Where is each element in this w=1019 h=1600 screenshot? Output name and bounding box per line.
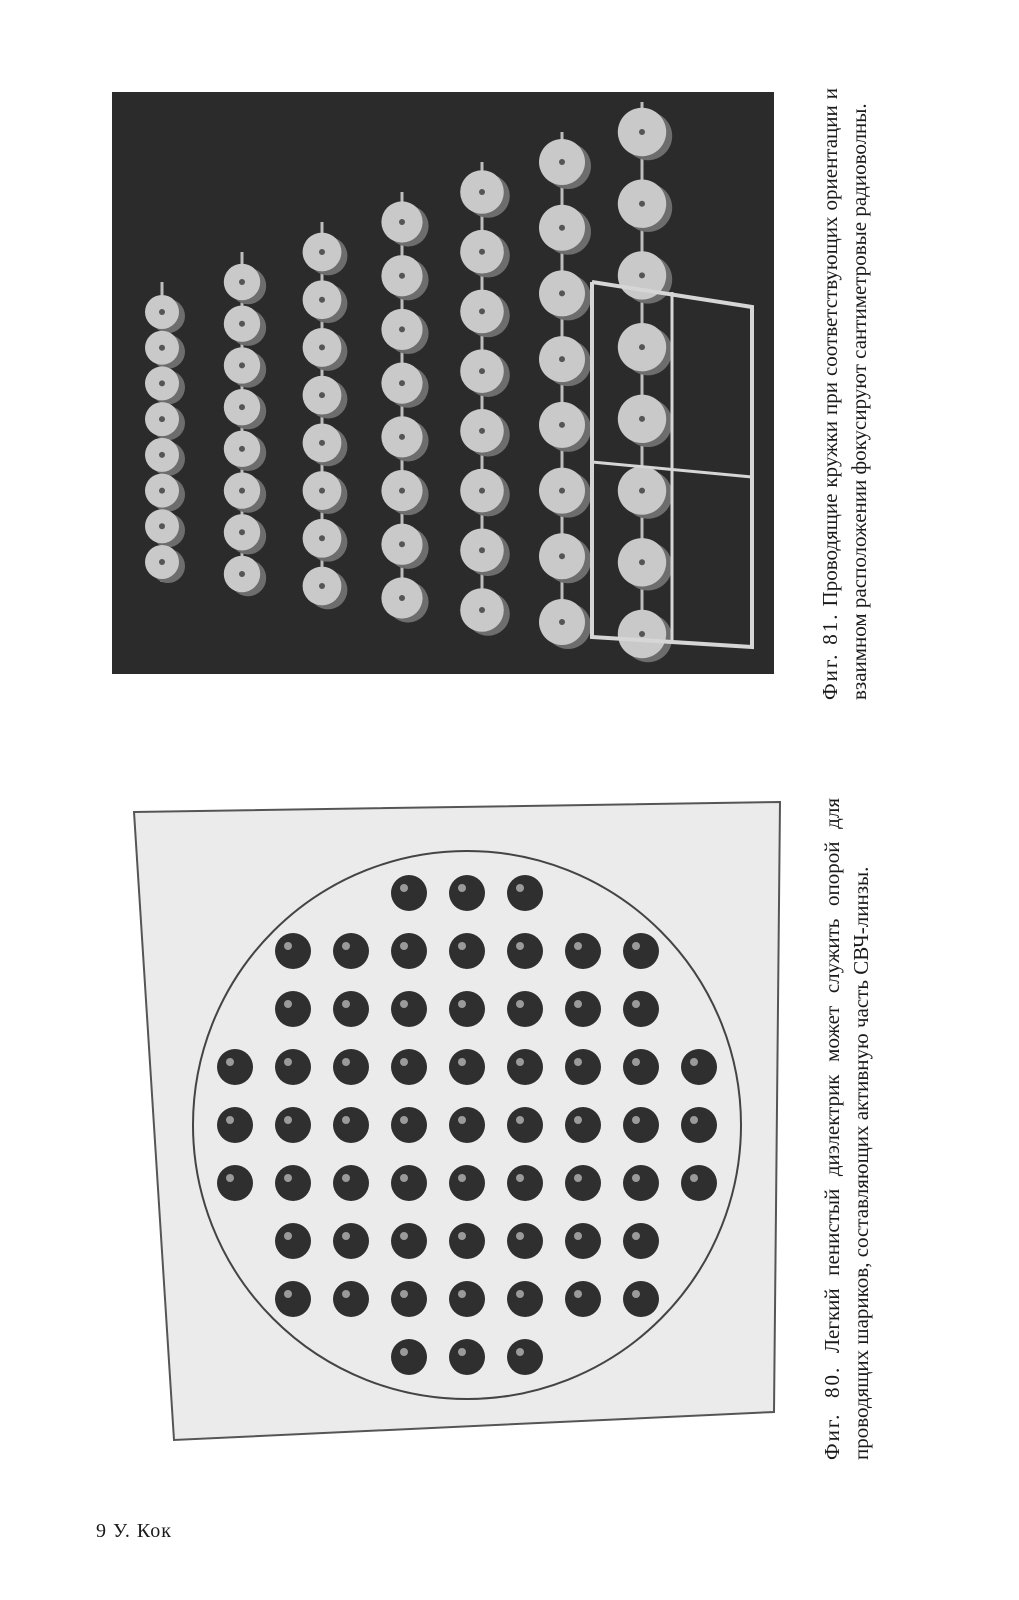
printer-signature: 9 У. Кок bbox=[96, 1520, 172, 1542]
disc-array-illustration bbox=[112, 92, 774, 674]
figure-81-photo bbox=[112, 92, 774, 674]
figure-81-caption-text: Проводящие кружки при соответствующих ориентации и взаимном расположении фокусируют сантиметровые радиоволны. bbox=[818, 88, 871, 700]
sphere-lens-illustration bbox=[112, 800, 784, 1460]
figure-81-label: Фиг. 81. bbox=[818, 612, 842, 700]
figure-80-caption-text: Легкий пенистый диэлектрик может служить опорой для проводящих шариков, составляющих активную часть СВЧ-линзы. bbox=[820, 797, 873, 1460]
figure-81-caption bbox=[816, 88, 874, 700]
figure-80-photo bbox=[112, 800, 784, 1460]
figure-80-caption bbox=[818, 798, 876, 1460]
figure-80-label: Фиг. 80. bbox=[820, 1365, 844, 1460]
